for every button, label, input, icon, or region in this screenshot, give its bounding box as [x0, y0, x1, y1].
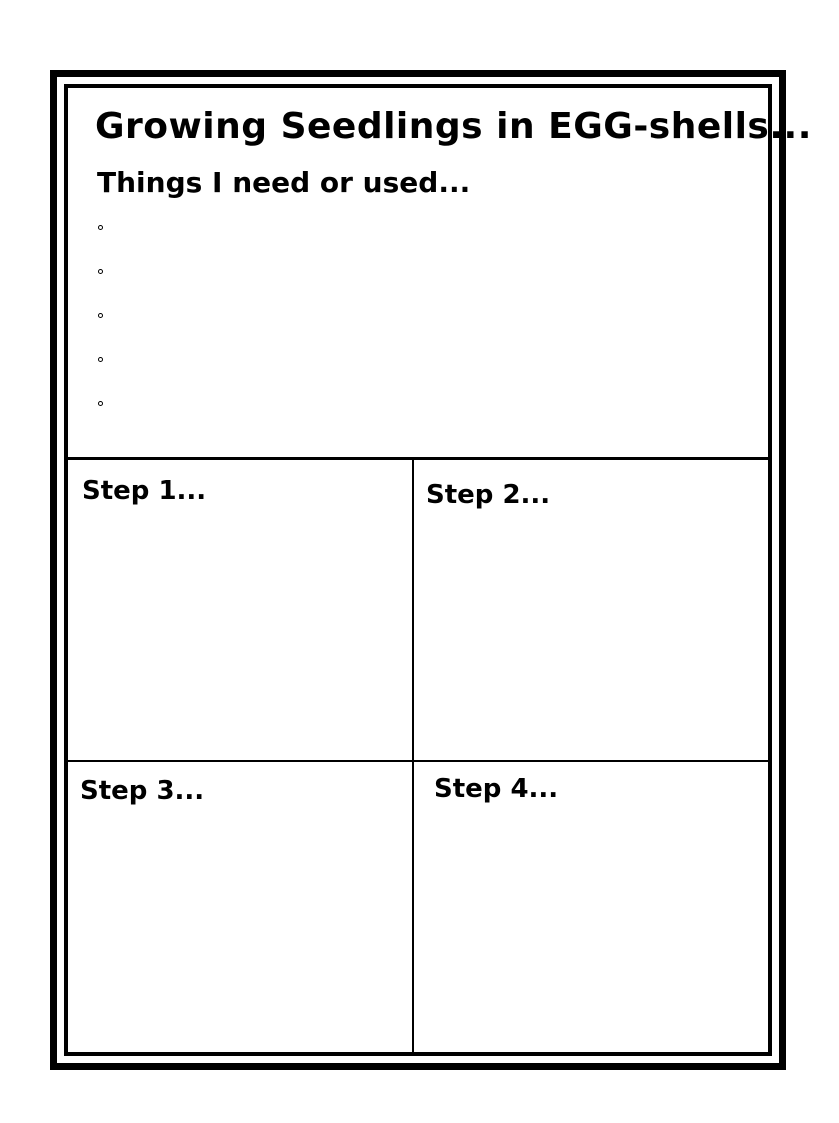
bullet-icon — [98, 225, 103, 230]
step-1-box[interactable] — [68, 460, 414, 762]
materials-heading: Things I need or used... — [97, 166, 471, 199]
step-1-label: Step 1... — [82, 476, 207, 506]
steps-grid — [68, 460, 768, 1052]
worksheet-outer-frame — [50, 70, 812, 1070]
worksheet-title: Growing Seedlings in EGG-shells... — [95, 106, 812, 147]
step-2-label: Step 2... — [426, 480, 551, 510]
bullet-icon — [98, 313, 103, 318]
step-4-label: Step 4... — [434, 774, 559, 804]
bullet-icon — [98, 401, 103, 406]
step-2-box[interactable] — [414, 460, 768, 762]
step-3-box[interactable] — [68, 762, 414, 1052]
materials-section — [68, 88, 812, 460]
step-3-label: Step 3... — [80, 776, 205, 806]
bullet-icon — [98, 269, 103, 274]
bullet-icon — [98, 357, 103, 362]
step-4-box[interactable] — [414, 762, 768, 1052]
worksheet-inner-frame — [64, 84, 812, 1056]
